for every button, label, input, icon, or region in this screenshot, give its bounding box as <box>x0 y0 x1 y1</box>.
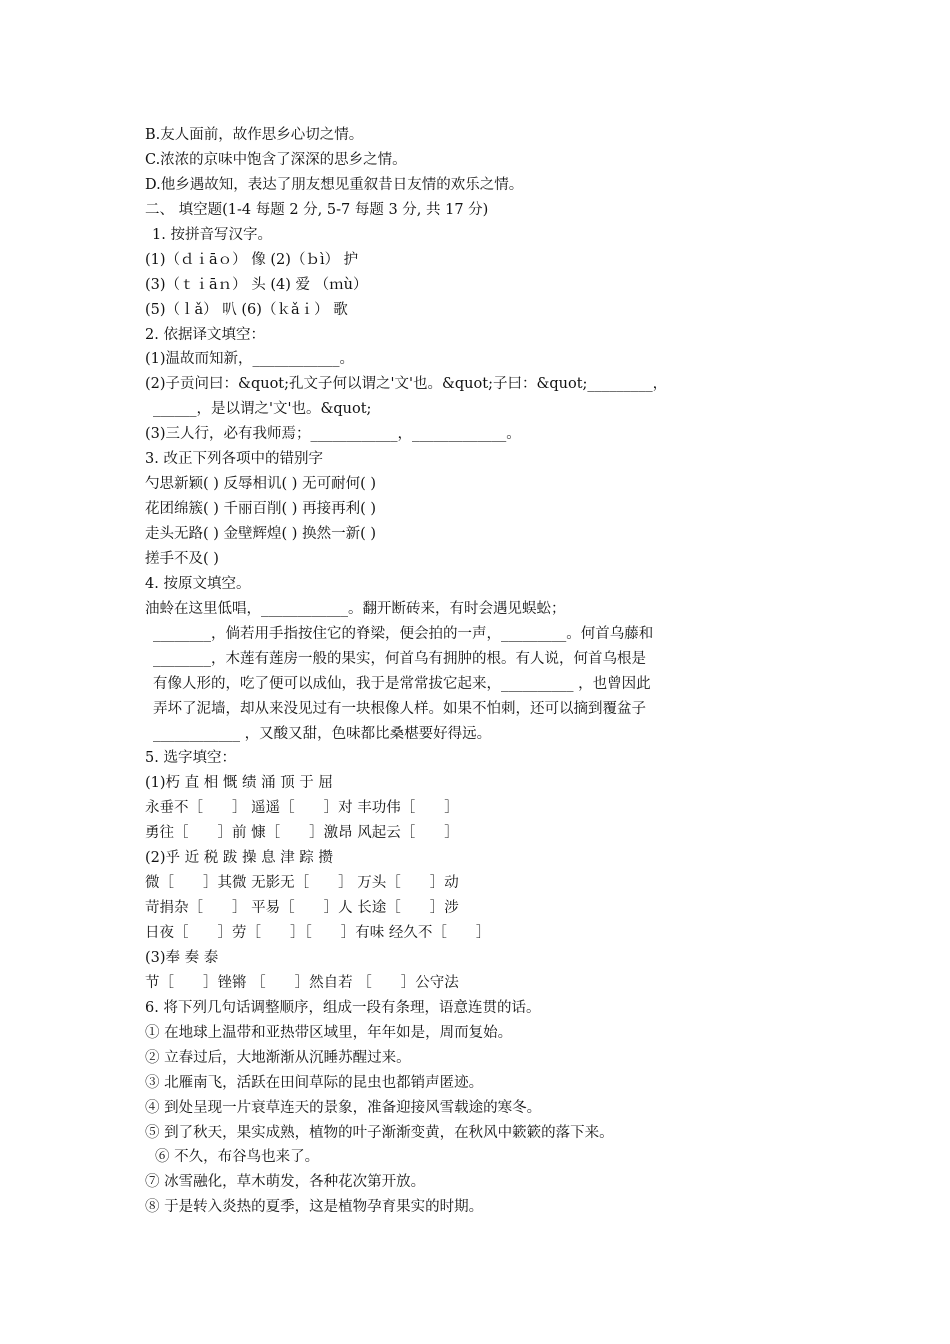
text-line: (2)子贡问曰：&quot;孔文子何以谓之'文'也。&quot;子曰：&quot;_________， <box>145 376 668 393</box>
text-line: 节［ ］锉锵 ［ ］然自若 ［ ］公守法 <box>145 974 459 991</box>
text-line: 日夜［ ］劳［ ］［ ］有味 经久不［ ］ <box>145 925 491 941</box>
text-line: ________，倘若用手指按住它的脊梁，便会拍的一声，_________。何首乌藤和 <box>153 625 654 642</box>
text-line: (2)乎 近 税 跋 操 息 津 踪 攒 <box>145 850 333 867</box>
text-line: (3)三人行，必有我师焉；____________，_____________。 <box>145 426 521 443</box>
text-line: 5. 选字填空： <box>145 750 236 767</box>
text-line: 有像人形的，吃了便可以成仙，我于是常常拔它起来，__________ ，也曾因此 <box>153 675 651 692</box>
text-line: 6. 将下列几句话调整顺序，组成一段有条理，语意连贯的话。 <box>145 999 541 1016</box>
text-line: ④ 到处呈现一片衰草连天的景象，准备迎接风雪载途的寒冬。 <box>145 1099 542 1116</box>
text-line: ⑦ 冰雪融化，草木萌发，各种花次第开放。 <box>145 1174 426 1191</box>
text-line: 永垂不［ ］ 遥遥［ ］对 丰功伟［ ］ <box>145 800 459 817</box>
text-line: 4. 按原文填空。 <box>145 575 251 592</box>
text-line: ____________ ，又酸又甜，色味都比桑椹要好得远。 <box>153 725 492 742</box>
text-line: 3. 改正下列各项中的错别字 <box>145 451 323 468</box>
text-line: ⑤ 到了秋天，果实成熟，植物的叶子渐渐变黄，在秋风中簌簌的落下来。 <box>145 1124 614 1141</box>
text-line: (3)奉 奏 泰 <box>145 949 219 966</box>
text-line: 油蛉在这里低唱，____________。翻开断砖来，有时会遇见蜈蚣； <box>145 600 566 617</box>
text-line: (1)温故而知新，____________。 <box>145 351 355 368</box>
text-line: ⑧ 于是转入炎热的夏季，这是植物孕育果实的时期。 <box>145 1199 484 1216</box>
text-line: C.浓浓的京味中饱含了深深的思乡之情。 <box>145 151 407 168</box>
text-line: 走头无路( ) 金壁辉煌( ) 换然一新( ) <box>145 526 376 542</box>
text-line: D.他乡遇故知，表达了朋友想见重叙昔日友情的欢乐之情。 <box>145 176 524 193</box>
text-line: 弄坏了泥墙，却从来没见过有一块根像人样。如果不怕刺，还可以摘到覆盆子 <box>153 700 646 717</box>
text-line: (3)（ｔｉāｎ） 头 (4) 爱 （ｍù） <box>145 276 368 293</box>
text-line: ________，木莲有莲房一般的果实，何首乌有拥肿的根。有人说，何首乌根是 <box>153 650 646 667</box>
text-line: 花团绵簇( ) 千丽百削( ) 再接再利( ) <box>145 501 376 518</box>
text-line: 微［ ］其微 无影无［ ］ 万头［ ］动 <box>145 875 459 892</box>
text-line: ______，是以谓之'文'也。&quot; <box>153 401 372 418</box>
text-line: (1)朽 直 相 慨 绩 涌 顶 于 屈 <box>145 775 333 792</box>
text-line: 2. 依据译文填空： <box>145 326 265 343</box>
text-line: 1. 按拼音写汉字。 <box>152 226 272 243</box>
text-line: 搓手不及( ) <box>145 550 219 567</box>
text-line: (5)（ｌǎ） 叭 (6)（ｋǎｉ） 歌 <box>145 301 348 318</box>
text-line: B.友人面前，故作思乡心切之情。 <box>145 127 364 143</box>
text-line: 苛捐杂［ ］ 平易［ ］人 长途［ ］涉 <box>145 900 459 917</box>
text-line: (1)（ｄｉāｏ） 像 (2)（ｂì） 护 <box>145 251 359 268</box>
text-line: ③ 北雁南飞，活跃在田间草际的昆虫也都销声匿迹。 <box>145 1074 484 1091</box>
text-line: 勇往［ ］前 慷［ ］激昂 风起云［ ］ <box>145 825 459 842</box>
text-line: ① 在地球上温带和亚热带区域里，年年如是，周而复始。 <box>145 1024 513 1041</box>
text-line: ② 立春过后，大地渐渐从沉睡苏醒过来。 <box>145 1049 411 1066</box>
text-line: ⑥ 不久，布谷鸟也来了。 <box>155 1149 320 1166</box>
text-line: 二、 填空题(1-4 每题 2 分, 5-7 每题 3 分, 共 17 分) <box>145 201 489 218</box>
text-line: 勺思新颖( ) 反辱相讥( ) 无可耐何( ) <box>145 476 376 493</box>
document-page <box>145 123 785 1220</box>
